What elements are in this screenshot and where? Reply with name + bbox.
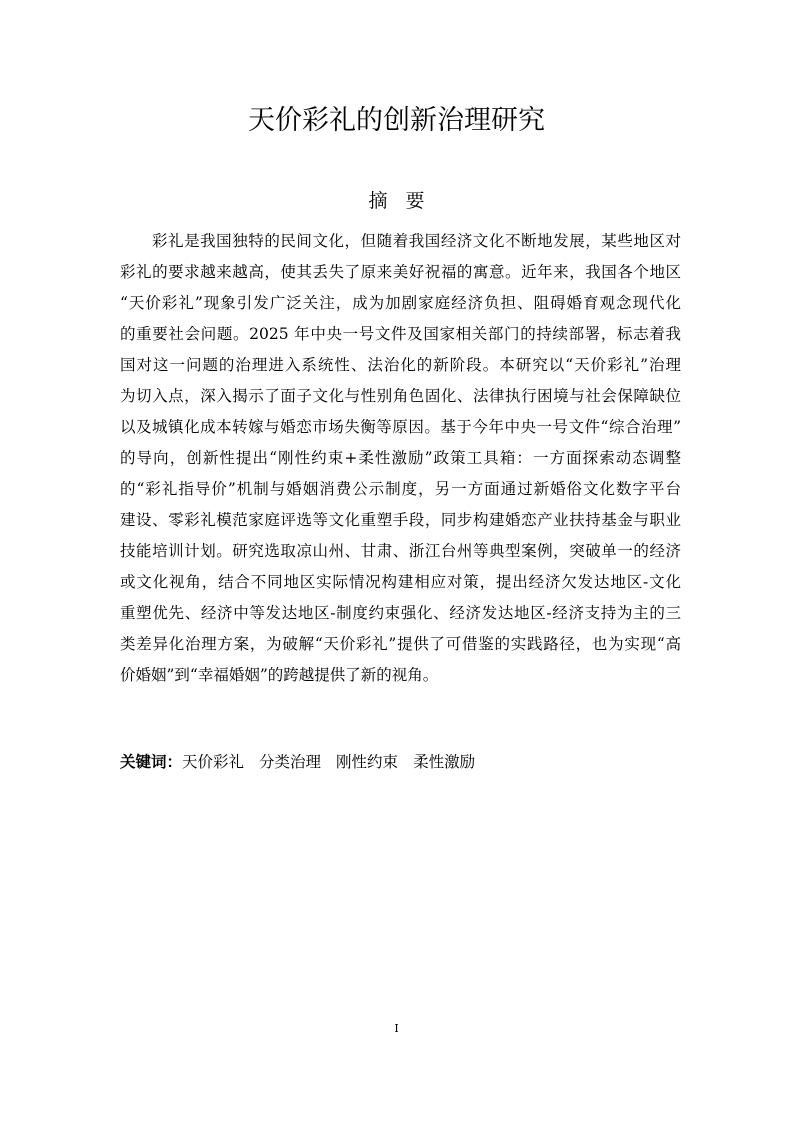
abstract-line: “天价彩礼”现象引发广泛关注，成为加剧家庭经济负担、阻碍婚育观念现代化 bbox=[120, 294, 681, 312]
keywords-label: 关键词： bbox=[120, 753, 183, 771]
abstract-line: 彩礼是我国独特的民间文化，但随着我国经济文化不断地发展，某些地区对 bbox=[152, 232, 681, 250]
abstract-line: 价婚姻”到“幸福婚姻”的跨越提供了新的视角。 bbox=[120, 666, 439, 684]
abstract-line: 的重要社会问题。2025 年中央一号文件及国家相关部门的持续部署，标志着我 bbox=[120, 325, 681, 343]
abstract-line: 建设、零彩礼模范家庭评选等文化重塑手段，同步构建婚恋产业扶持基金与职业 bbox=[120, 511, 681, 529]
abstract-line: 重塑优先、经济中等发达地区-制度约束强化、经济发达地区-经济支持为主的三 bbox=[120, 604, 681, 622]
abstract-line: 为切入点，深入揭示了面子文化与性别角色固化、法律执行困境与社会保障缺位 bbox=[120, 387, 681, 405]
keyword: 刚性约束 bbox=[336, 753, 399, 771]
abstract-line: 国对这一问题的治理进入系统性、法治化的新阶段。本研究以“天价彩礼”治理 bbox=[120, 356, 681, 374]
abstract-line: 的导向，创新性提出“刚性约束+柔性激励”政策工具箱：一方面探索动态调整 bbox=[120, 449, 681, 467]
keywords bbox=[120, 750, 490, 772]
keyword: 柔性激励 bbox=[413, 753, 476, 771]
abstract-body bbox=[120, 230, 681, 695]
abstract-line: 彩礼的要求越来越高，使其丢失了原来美好祝福的寓意。近年来，我国各个地区 bbox=[120, 263, 681, 281]
keyword: 天价彩礼 bbox=[182, 753, 245, 771]
abstract-heading: 摘要 bbox=[368, 190, 443, 212]
abstract-line: 类差异化治理方案，为破解“天价彩礼”提供了可借鉴的实践路径，也为实现“高 bbox=[120, 635, 681, 653]
abstract-line: 或文化视角，结合不同地区实际情况构建相应对策，提出经济欠发达地区-文化 bbox=[120, 573, 681, 591]
page-number: I bbox=[394, 1022, 399, 1035]
keyword: 分类治理 bbox=[259, 753, 322, 771]
abstract-line: 技能培训计划。研究选取凉山州、甘肃、浙江台州等典型案例，突破单一的经济 bbox=[120, 542, 681, 560]
abstract-line: 以及城镇化成本转嫁与婚恋市场失衡等原因。基于今年中央一号文件“综合治理” bbox=[120, 418, 681, 436]
page-title: 天价彩礼的创新治理研究 bbox=[248, 105, 545, 136]
abstract-line: 的“彩礼指导价”机制与婚姻消费公示制度，另一方面通过新婚俗文化数字平台 bbox=[120, 480, 681, 498]
